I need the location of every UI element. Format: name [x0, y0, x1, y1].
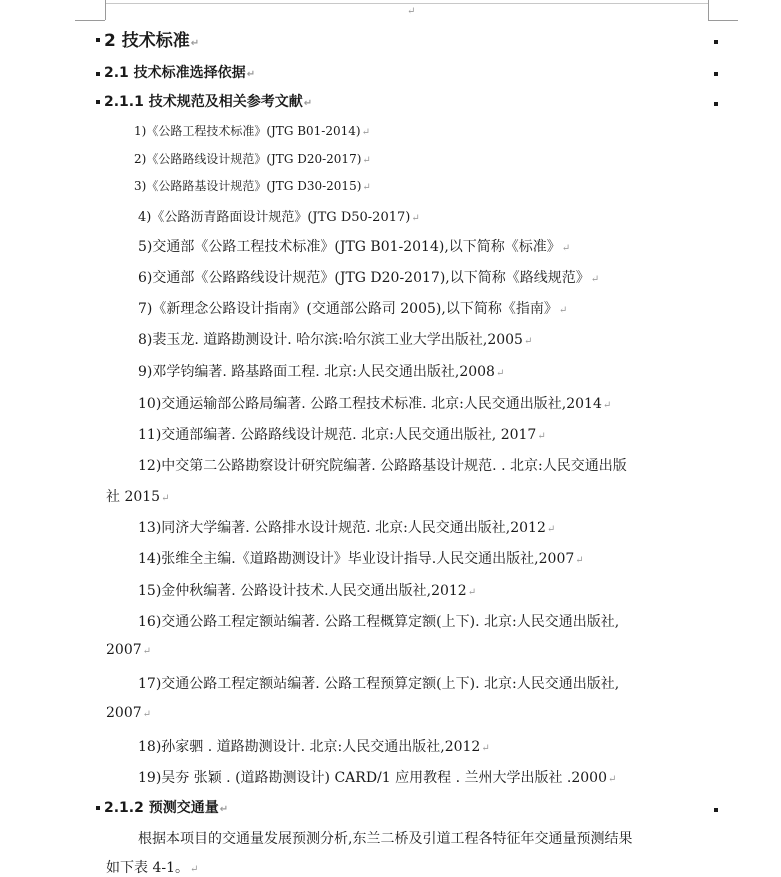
reference-text: 9)邓学钧编著. 路基路面工程. 北京:人民交通出版社,2008: [138, 364, 495, 380]
reference-item: [138, 298, 567, 318]
reference-text: 2007: [106, 705, 142, 721]
reference-text: 15)金仲秋编著. 公路设计技术.人民交通出版社,2012: [138, 583, 467, 599]
heading-2-1-1-para-mark: ↵: [303, 98, 313, 109]
reference-text: 6)交通部《公路路线设计规范》(JTG D20-2017),以下简称《路线规范》: [138, 270, 590, 286]
heading-bullet-right: [714, 102, 718, 106]
para-mark: ↵: [142, 646, 152, 657]
body-paragraph-line: [138, 828, 632, 848]
reference-text: 2007: [106, 642, 142, 658]
reference-item: [138, 673, 619, 693]
reference-text: 16)交通公路工程定额站编著. 公路工程概算定额(上下). 北京:人民交通出版社,: [138, 614, 620, 630]
para-mark: ↵: [481, 743, 490, 754]
para-mark: ↵: [161, 493, 170, 504]
para-mark: ↵: [575, 555, 584, 566]
reference-item: [138, 236, 570, 256]
heading-2-1-1: [104, 91, 312, 111]
reference-item-continuation: [106, 642, 151, 658]
reference-text: 13)同济大学编著. 公路排水设计规范. 北京:人民交通出版社,2012: [138, 520, 546, 536]
reference-item-continuation: [106, 486, 169, 506]
reference-item: [138, 267, 599, 287]
margin-corner-left-horizontal: [75, 20, 105, 21]
para-mark: ↵: [546, 524, 556, 535]
para-mark: ↵: [523, 336, 533, 347]
body-paragraph-line: [106, 857, 198, 877]
reference-text: 3)《公路路基设计规范》(JTG D30-2015): [134, 179, 362, 193]
heading-2-para-mark: ↵: [190, 38, 200, 49]
para-mark: ↵: [602, 400, 612, 411]
reference-item: [138, 767, 616, 787]
heading-bullet-right: [714, 72, 718, 76]
heading-bullet-right: [714, 808, 718, 812]
reference-item: [138, 424, 546, 444]
reference-text: 17)交通公路工程定额站编著. 公路工程预算定额(上下). 北京:人民交通出版社,: [138, 676, 620, 692]
heading-2-1-1-text: 2.1.1 技术规范及相关参考文献: [104, 94, 303, 110]
heading-2: [104, 26, 199, 51]
para-mark: ↵: [361, 127, 370, 138]
reference-item: [138, 393, 611, 413]
heading-2-1-text: 2.1 技术标准选择依据: [104, 65, 246, 81]
body-text: 如下表 4-1。: [106, 860, 189, 876]
para-mark: ↵: [537, 431, 546, 442]
reference-text: 2)《公路路线设计规范》(JTG D20-2017): [134, 152, 362, 166]
heading-2-1-2-text: 2.1.2 预测交通量: [104, 800, 219, 816]
heading-2-1: [104, 62, 255, 82]
reference-text: 社 2015: [106, 489, 161, 505]
reference-text: 1)《公路工程技术标准》(JTG B01-2014): [134, 124, 361, 138]
para-mark: ↵: [362, 155, 371, 166]
reference-text: 10)交通运输部公路局编著. 公路工程技术标准. 北京:人民交通出版社,2014: [138, 396, 602, 412]
para-mark: ↵: [561, 243, 571, 254]
body-text: 根据本项目的交通量发展预测分析,东兰二桥及引道工程各特征年交通量预测结果: [138, 831, 633, 847]
reference-item: [138, 736, 490, 756]
top-paragraph-mark: ↵: [407, 6, 416, 17]
reference-item-continuation: [106, 705, 151, 721]
para-mark: ↵: [467, 587, 477, 598]
heading-2-1-2-para-mark: ↵: [219, 804, 229, 815]
para-mark: ↵: [362, 182, 371, 193]
heading-2-1-2: [104, 797, 228, 817]
reference-item: [138, 329, 532, 349]
heading-bullet-left: [96, 72, 100, 76]
reference-item: [138, 517, 555, 537]
heading-2-1-para-mark: ↵: [246, 69, 256, 80]
para-mark: ↵: [558, 305, 568, 316]
para-mark: ↵: [411, 213, 420, 224]
reference-item: [138, 361, 504, 381]
reference-text: 7)《新理念公路设计指南》(交通部公路司 2005),以下简称《指南》: [138, 301, 558, 317]
reference-item: [138, 580, 476, 600]
header-rule: [106, 3, 708, 4]
reference-text: 11)交通部编著. 公路路线设计规范. 北京:人民交通出版社, 2017: [138, 427, 537, 443]
reference-item: [138, 206, 420, 225]
margin-corner-right-horizontal: [708, 20, 738, 21]
reference-text: 12)中交第二公路勘察设计研究院编著. 公路路基设计规范. . 北京:人民交通出版: [138, 458, 627, 474]
heading-bullet-left: [96, 100, 100, 104]
para-mark: ↵: [142, 709, 152, 720]
reference-text: 4)《公路沥青路面设计规范》(JTG D50-2017): [138, 210, 411, 225]
heading-2-text: 2 技术标准: [104, 31, 190, 51]
reference-item: [134, 122, 370, 139]
para-mark: ↵: [495, 368, 505, 379]
reference-item: [138, 548, 584, 568]
reference-text: 5)交通部《公路工程技术标准》(JTG B01-2014),以下简称《标准》: [138, 239, 561, 255]
para-mark: ↵: [590, 274, 600, 285]
heading-bullet-right: [714, 40, 718, 44]
reference-item: [138, 611, 619, 631]
reference-text: 18)孙家驷 . 道路勘测设计. 北京:人民交通出版社,2012: [138, 739, 481, 755]
reference-text: 8)裴玉龙. 道路勘测设计. 哈尔滨:哈尔滨工业大学出版社,2005: [138, 332, 523, 348]
margin-corner-right-vertical: [708, 0, 709, 20]
reference-text: 14)张维全主编.《道路勘测设计》毕业设计指导.人民交通出版社,2007: [138, 551, 575, 567]
reference-item: [134, 177, 371, 194]
heading-bullet-left: [96, 806, 100, 810]
reference-text: 19)吴夯 张颖 . (道路勘测设计) CARD/1 应用教程 . 兰州大学出版社 .2000: [138, 770, 607, 786]
reference-item: [138, 455, 627, 475]
para-mark: ↵: [608, 774, 617, 785]
reference-item: [134, 150, 371, 167]
para-mark: ↵: [190, 864, 199, 875]
heading-bullet-left: [96, 38, 100, 42]
